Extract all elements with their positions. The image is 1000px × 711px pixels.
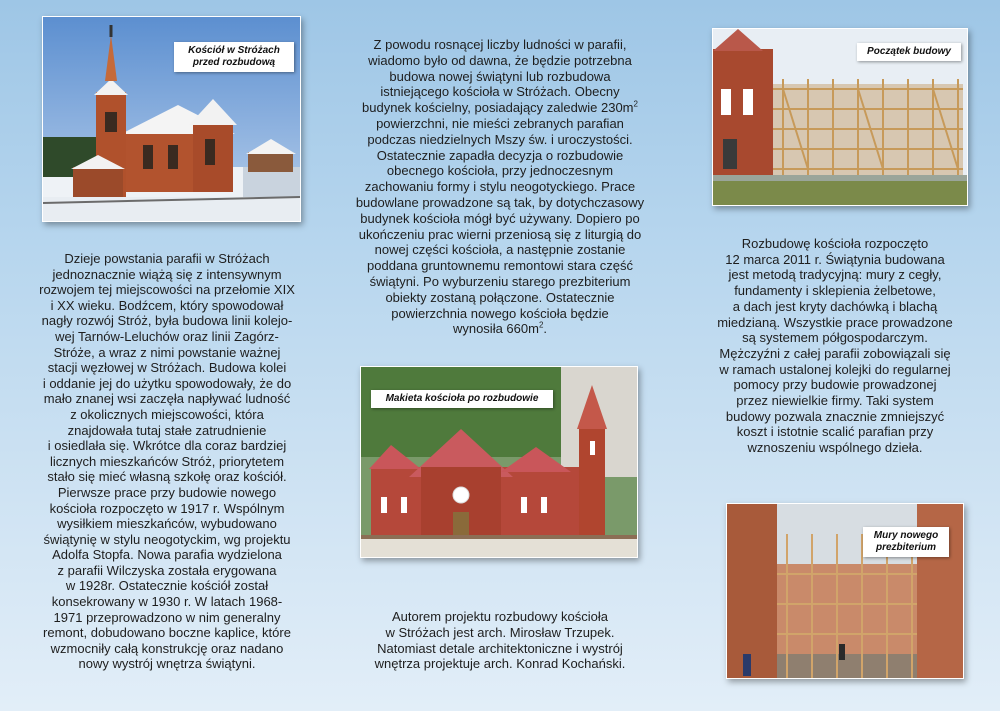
text-line: w Stróżach jest arch. Mirosław Trzupek. [385, 624, 615, 640]
photo-caption [863, 527, 949, 557]
text-line [342, 100, 658, 116]
text-line: stacji węzłowej w Stróżach. Budowa kolei [47, 360, 287, 376]
text-line: budowlane prowadzone są tak, by dotychczasowy [355, 194, 645, 210]
text-line: nagły rozwój Stróż, była budowa linii kolejo- [41, 313, 293, 329]
photo-caption: Makieta kościoła po rozbudowie [371, 390, 553, 408]
caption-line: przed rozbudową [192, 57, 276, 68]
text-line: powierzchnia nowego kościoła będzie [391, 305, 609, 321]
left-panel [0, 0, 332, 711]
text-line: pomocy przy budowie prowadzonej [733, 377, 937, 393]
text-line: obecnego kościoła, przy jednoczesnym [386, 163, 614, 179]
text-line: wnętrza projektuje arch. Konrad Kochański. [374, 656, 626, 672]
text-line: w ramach ustalonej kolejki do regularnej [719, 361, 951, 377]
text-line: jednoznacznie wiążą się z intensywnym [52, 266, 282, 282]
text-line: znajdowała tutaj stałe zatrudnienie [67, 422, 267, 438]
text-line: ukończeniu prac wierni przeniosą się z liturgią do [358, 226, 642, 242]
text-line: z okolicznych miejscowości, która [70, 406, 264, 422]
text-line: kościoła rozpoczęto w 1917 r. Wspólnym [49, 500, 285, 516]
text-line: świątyni. Po wyburzeniu starego prezbiterium [369, 273, 631, 289]
text-line-part: . [543, 321, 548, 337]
text-line: remont, dobudowano boczne kaplice, które [43, 625, 291, 641]
history-text [14, 251, 320, 672]
text-line: jest metodą tradycyjną: mury z cegły, [728, 267, 942, 283]
text-line: licznych mieszkańców Stróż, priorytetem [49, 453, 285, 469]
middle-panel [332, 0, 668, 711]
text-line: konsekrowany w 1930 r. W latach 1968- [51, 594, 283, 610]
text-line: stało się mieć własną szkołę oraz kościół. [47, 469, 287, 485]
text-line: 1971 przeprowadzono w nim generalny [53, 609, 281, 625]
text-line-part: budynek kościelny, posiadający zaledwie 230m [362, 100, 634, 116]
text-line: są systemem półgospodarczym. [742, 330, 928, 346]
text-line: nowy wystrój wnętrza świątyni. [78, 656, 256, 672]
text-line: Dzieje powstania parafii w Stróżach [64, 251, 270, 266]
text-line: budowa nowej świątyni lub rozbudowa [389, 68, 611, 84]
text-line-part: wynosiła 660m [452, 321, 539, 337]
photo-old-church-winter [42, 16, 301, 222]
text-line: wzmocniły całą konstrukcję oraz nadano [50, 640, 284, 656]
text-line: mało znanej wsi zaczęła napływać ludność [43, 391, 291, 407]
caption-line: Kościół w Stróżach [188, 45, 280, 56]
text-line: Mężczyźni z całej parafii zobowiązali się [719, 345, 951, 361]
text-line: Stróże, a wraz z nimi powstanie ważnej [53, 344, 281, 360]
expansion-text [342, 37, 658, 337]
text-line: 12 marca 2011 r. Świątynia budowana [725, 251, 945, 267]
text-line: koszt i istotnie scalić parafian przy [736, 424, 934, 440]
text-line: obiekty zostaną połączone. Ostatecznie [385, 289, 615, 305]
text-line: Autorem projektu rozbudowy kościoła [391, 609, 609, 624]
photo-construction-start [712, 28, 968, 206]
text-line: przez niewielkie firmy. Taki system [736, 393, 934, 409]
right-panel [668, 0, 1000, 711]
text-line: poddana gruntownemu remontowi stara część [367, 258, 633, 274]
photo-presbytery-walls [726, 503, 964, 679]
text-line: budynek kościoła mógł być używany. Dopiero po [360, 210, 640, 226]
superscript: 2 [633, 99, 638, 109]
text-line: wej Tarnów-Leluchów oraz linii Zagórz- [55, 328, 279, 344]
text-line: Ostatecznie zapadła decyzja o rozbudowie [376, 147, 624, 163]
text-line: świątynię w stylu neogotyckim, wg projektu [43, 531, 291, 547]
text-line: zachowaniu formy i stylu neogotyckiego. Prace [364, 179, 636, 195]
text-line: i XX wieku. Bodźcem, który spowodował [50, 297, 284, 313]
photo-church-model [360, 366, 638, 558]
text-line: fundamenty i sklepienia żelbetowe, [734, 283, 936, 299]
text-line: Natomiast detale architektoniczne i wystrój [377, 640, 623, 656]
text-line: budowy pozwala znacznie zmniejszyć [725, 408, 945, 424]
text-line [342, 321, 658, 337]
text-line: i oddanie jej do użytku spowodowały, że do [42, 375, 292, 391]
text-line: wznoszeniu wspólnego dzieła. [747, 440, 923, 456]
text-line: w 1928r. Ostatecznie kościół został [65, 578, 269, 594]
text-line: wysiłkiem mieszkańców, wybudowano [57, 516, 277, 532]
text-line: Rozbudowę kościoła rozpoczęto [741, 236, 929, 251]
text-line: wiadomo było od dawna, że będzie potrzebna [368, 52, 632, 68]
text-line: Z powodu rosnącej liczby ludności w parafii, [373, 37, 627, 52]
caption-line: prezbiterium [875, 542, 936, 553]
text-line: nowej części kościoła, a następnie zostanie [374, 242, 626, 258]
author-text [352, 609, 648, 672]
construction-text [682, 236, 988, 456]
text-line: a dach jest kryty dachówką i blachą [732, 298, 938, 314]
caption-line: Mury nowego [873, 530, 939, 541]
text-line: Adolfa Stopfa. Nowa parafia wydzielona [52, 547, 282, 563]
text-line: istniejącego kościoła w Stróżach. Obecny [380, 84, 620, 100]
text-line: Pierwsze prace przy budowie nowego [57, 484, 277, 500]
photo-caption: Początek budowy [857, 43, 961, 61]
text-line: z parafii Wilczyska została erygowana [57, 562, 277, 578]
text-line: podczas niedzielnych Mszy św. i uroczystości. [367, 131, 633, 147]
text-line: i osiedlała się. Wkrótce dla coraz bardziej [47, 438, 287, 454]
text-line: powierzchni, nie mieści zebranych parafian [376, 115, 624, 131]
photo-caption [174, 42, 294, 72]
text-line: miedzianą. Wszystkie prace prowadzone [717, 314, 953, 330]
superscript: 2 [538, 321, 544, 331]
text-line: rozwojem tej miejscowości na przełomie XIX [39, 282, 295, 298]
